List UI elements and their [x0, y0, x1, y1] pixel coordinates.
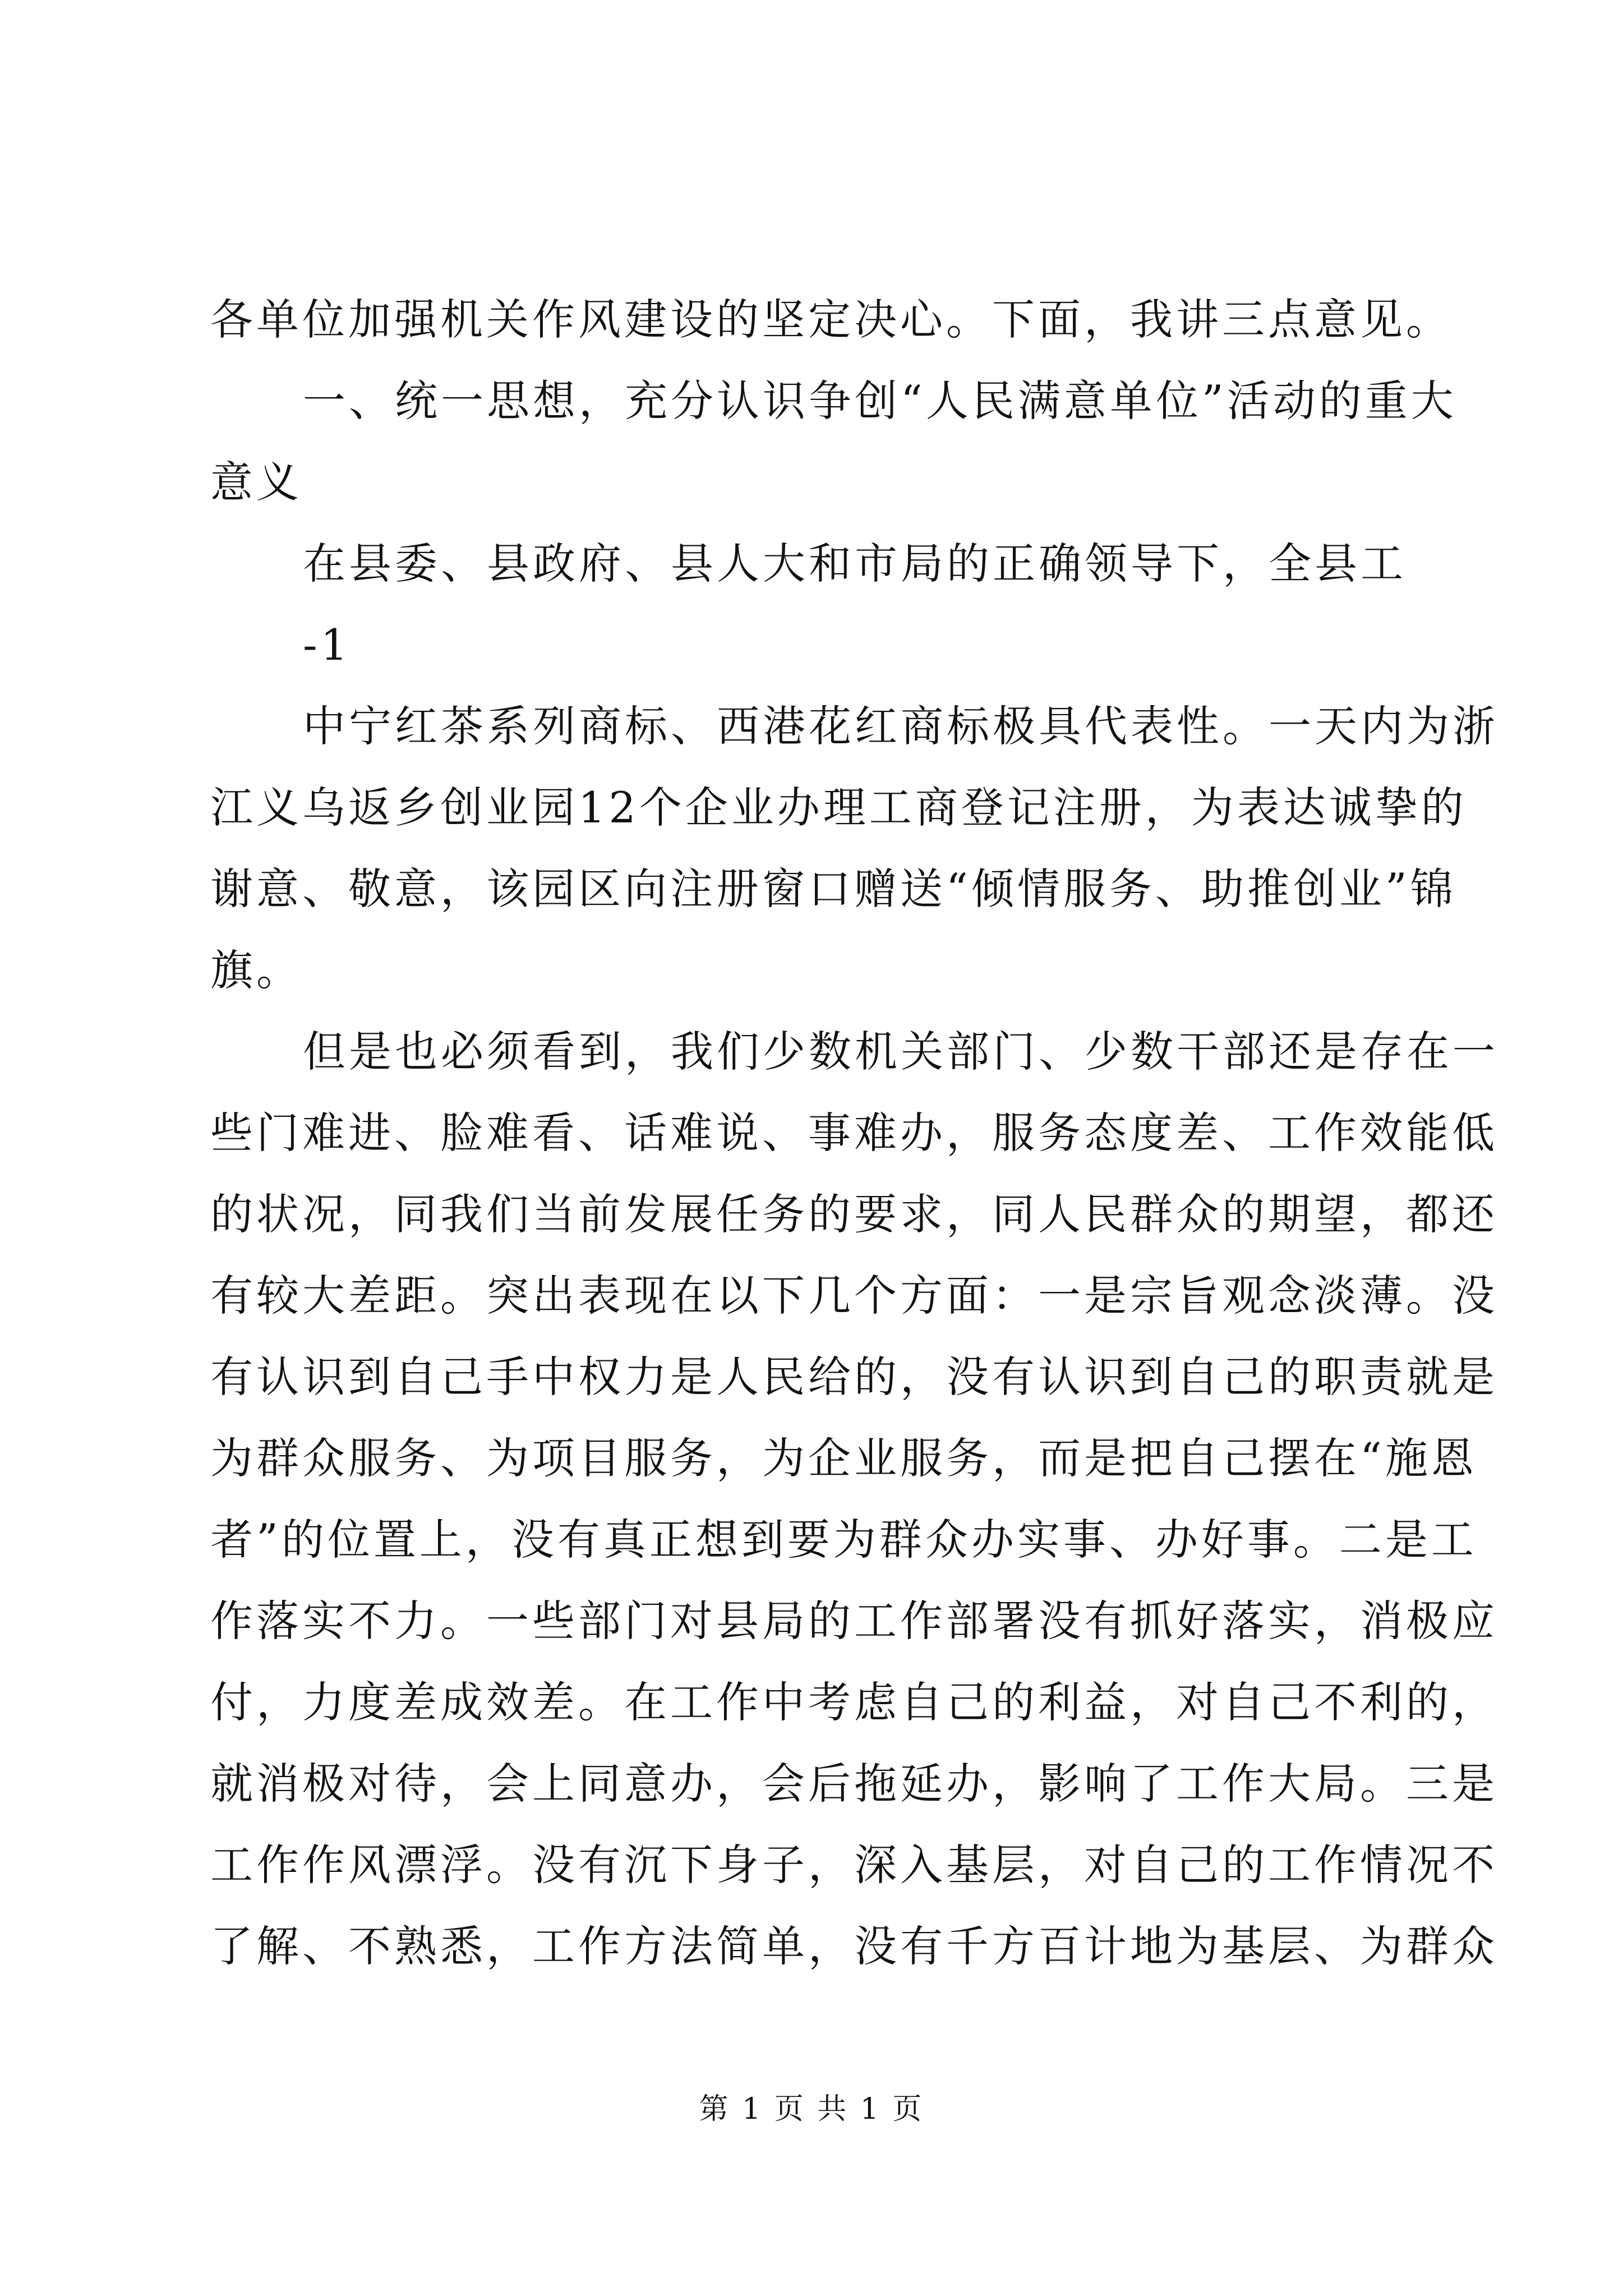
- text-line: 就消极对待，会上同意办，会后拖延办，影响了工作大局。三是: [210, 1759, 1498, 1809]
- text-line: 工作作风漂浮。没有沉下身子，深入基层，对自己的工作情况不: [210, 1840, 1498, 1890]
- text-line: 者”的位置上，没有真正想到要为群众办实事、办好事。二是工: [210, 1515, 1477, 1565]
- text-line: 有认识到自己手中权力是人民给的，没有认识到自己的职责就是: [210, 1352, 1498, 1402]
- page-number-label: 第 1 页 共 1 页: [699, 2092, 924, 2126]
- heading-line: 意义: [210, 457, 302, 507]
- text-line: 江义乌返乡创业园12个企业办理工商登记注册，为表达诚挚的: [210, 783, 1467, 832]
- text-line: -1: [303, 620, 352, 670]
- text-line: 些门难进、脸难看、话难说、事难办，服务态度差、工作效能低: [210, 1108, 1498, 1158]
- text-line: 但是也必须看到，我们少数机关部门、少数干部还是存在一: [303, 1027, 1498, 1076]
- text-line: 了解、不熟悉，工作方法简单，没有千方百计地为基层、为群众: [210, 1921, 1498, 1971]
- text-line: 谢意、敬意，该园区向注册窗口赠送“倾情服务、助推创业”锦: [210, 864, 1456, 914]
- page-footer: [0, 2090, 1623, 2129]
- text-line: 旗。: [210, 945, 302, 995]
- text-line: 中宁红茶系列商标、西港花红商标极具代表性。一天内为浙: [303, 701, 1498, 751]
- text-line: 有较大差距。突出表现在以下几个方面：一是宗旨观念淡薄。没: [210, 1271, 1498, 1320]
- heading-line: 一、统一思想，充分认识争创“人民满意单位”活动的重大: [303, 376, 1457, 426]
- text-line: 付，力度差成效差。在工作中考虑自己的利益，对自己不利的，: [210, 1677, 1498, 1727]
- text-line: 在县委、县政府、县人大和市局的正确领导下，全县工: [303, 539, 1407, 588]
- text-line: 的状况，同我们当前发展任务的要求，同人民群众的期望，都还: [210, 1189, 1498, 1239]
- text-line: 各单位加强机关作风建设的坚定决心。下面，我讲三点意见。: [210, 295, 1452, 344]
- text-line: 作落实不力。一些部门对县局的工作部署没有抓好落实，消极应: [210, 1596, 1498, 1646]
- text-line: 为群众服务、为项目服务，为企业服务，而是把自己摆在“施恩: [210, 1433, 1477, 1483]
